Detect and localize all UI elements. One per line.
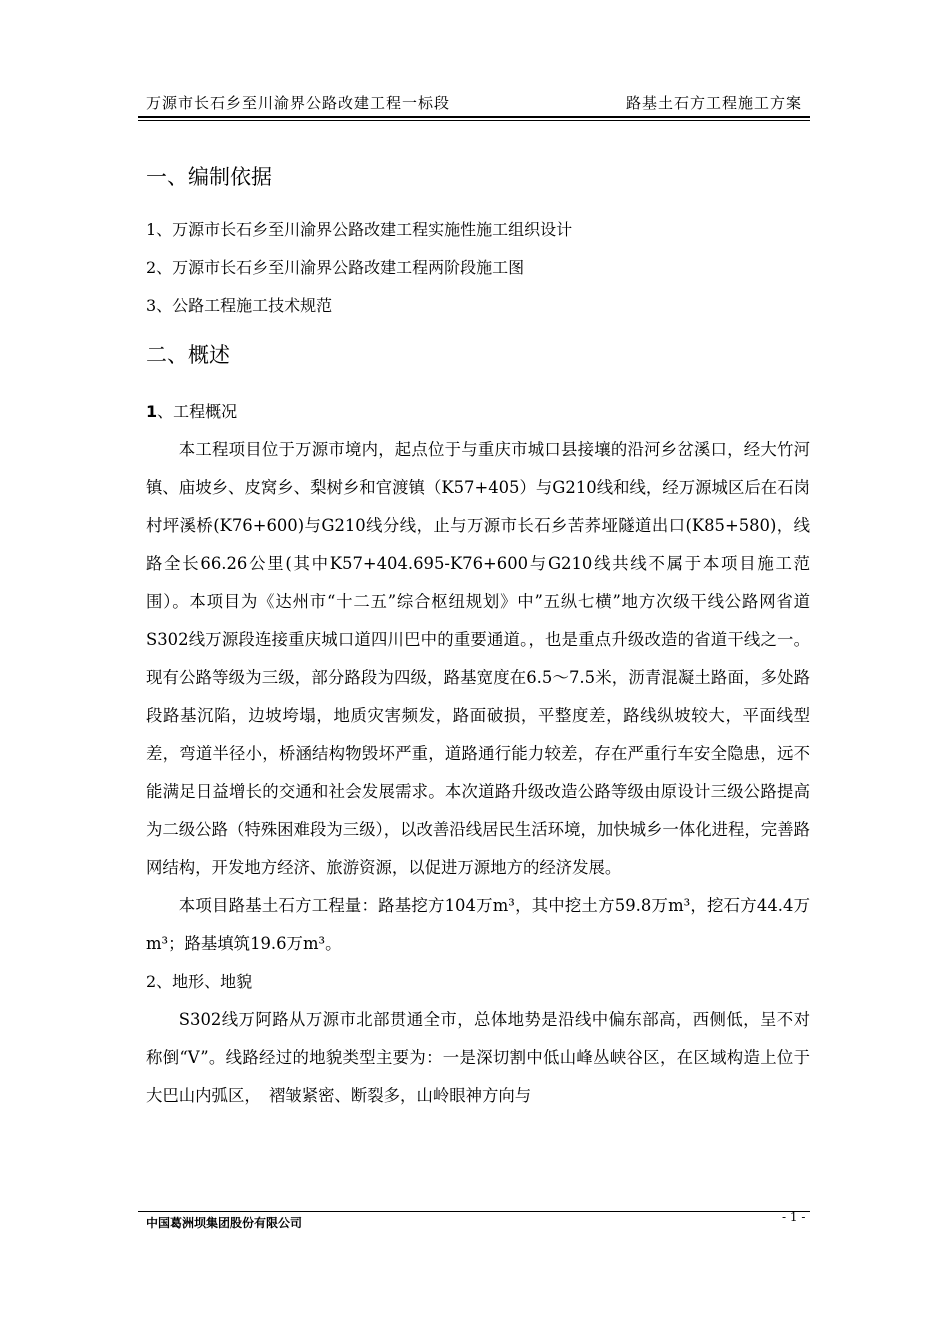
basis-item-2: 2、万源市长石乡至川渝界公路改建工程两阶段施工图 (146, 258, 525, 277)
paragraph-earthwork-quantity: 本项目路基土石方工程量：路基挖方104万m³，其中挖土方59.8万m³，挖石方44.4万m³；路基填筑19.6万m³。 (146, 896, 810, 953)
basis-item-1: 1、万源市长石乡至川渝界公路改建工程实施性施工组织设计 (146, 220, 573, 239)
page-number: - 1 - (782, 1210, 806, 1224)
header-project-title: 万源市长石乡至川渝界公路改建工程一标段 (146, 94, 451, 112)
footer-rule (138, 1211, 810, 1212)
document-body (146, 155, 810, 1115)
section-title-basis: 一、编制依据 (146, 165, 272, 189)
subsection-label: 、工程概况 (157, 402, 238, 421)
paragraph-project-overview: 本工程项目位于万源市境内，起点位于与重庆市城口县接壤的沿河乡岔溪口，经大竹河镇、庙坡乡、皮窝乡、梨树乡和官渡镇（K57+405）与G210线和线，经万源城区后在石岗村坪溪桥(K76+600)与G210线分线，止与万源市长石乡苦荞垭隧道出口(K85+580)，线路全长66.26公里(其中K57+404.695-K76+600与G210线共线不属于本项目施工范围）。本项目为《达州市“十二五”综合枢纽规划》中”五纵七横”地方次级干线公路网省道S302线万源段连接重庆城口道四川巴中的重要通道。，也是重点升级改造的省道干线之一。现有公路等级为三级，部分路段为四级，路基宽度在6.5～7.5米，沥青混凝土路面，多处路段路基沉陷，边坡垮塌，地质灾害频发，路面破损，平整度差，路线纵坡较大，平面线型差，弯道半径小，桥涵结构物毁坏严重，道路通行能力较差，存在严重行车安全隐患，远不能满足日益增长的交通和社会发展需求。本次道路升级改造公路等级由原设计三级公路提高为二级公路（特殊困难段为三级），以改善沿线居民生活环境，加快城乡一体化进程，完善路网结构，开发地方经济、旅游资源，以促进万源地方的经济发展。 (146, 440, 810, 877)
footer-company: 中国葛洲坝集团股份有限公司 (146, 1216, 303, 1230)
subsection-project-overview (146, 393, 810, 431)
paragraph-terrain: S302线万阿路从万源市北部贯通全市，总体地势是沿线中偏东部高，西侧低，呈不对称倒“V”。线路经过的地貌类型主要为：一是深切割中低山峰丛峡谷区，在区域构造上位于大巴山内弧区， 褶皱紧密、断裂多，山岭眼神方向与 (146, 1010, 810, 1105)
header-rule-thin (138, 120, 810, 121)
page-header (138, 88, 810, 114)
basis-item-3: 3、公路工程施工技术规范 (146, 296, 333, 315)
header-rule-thick (138, 116, 810, 118)
subsection-number: 1 (146, 402, 158, 421)
header-document-title: 路基土石方工程施工方案 (625, 94, 802, 112)
section-title-overview: 二、概述 (146, 343, 230, 367)
subsection-terrain: 2、地形、地貌 (146, 972, 253, 991)
